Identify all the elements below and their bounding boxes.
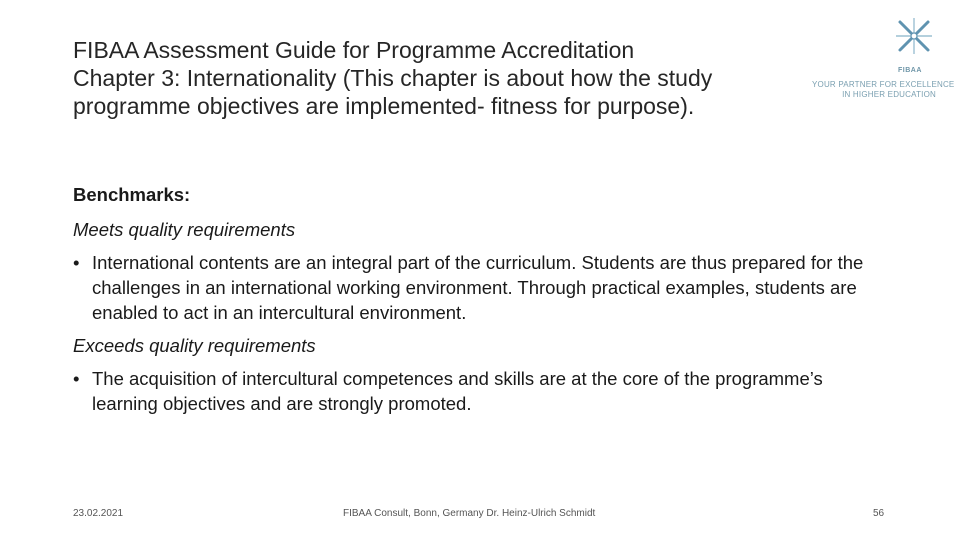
- logo-wordmark: FIBAA: [898, 67, 922, 74]
- meets-quality-subheading: Meets quality requirements: [73, 219, 296, 240]
- title-line-3: programme objectives are implemented- fitness for purpose).: [73, 93, 695, 119]
- logo-tagline-line-2: IN HIGHER EDUCATION: [842, 90, 936, 99]
- slide-body: [73, 182, 883, 424]
- exceeds-quality-subheading: Exceeds quality requirements: [73, 335, 316, 356]
- footer-date: 23.02.2021: [73, 508, 124, 519]
- benchmarks-heading: Benchmarks:: [73, 184, 191, 205]
- page-number: 56: [873, 508, 885, 519]
- bullet-item: [73, 366, 883, 416]
- logo-tagline: [812, 80, 955, 100]
- title-line-1: FIBAA Assessment Guide for Programme Accreditation: [73, 37, 635, 63]
- bullet-item: [73, 250, 883, 325]
- logo-tagline-line-1: YOUR PARTNER FOR EXCELLENCE: [812, 80, 955, 89]
- fibaa-star-icon: [812, 14, 936, 74]
- fibaa-logo: [812, 14, 955, 106]
- bullet-text: The acquisition of intercultural competences and skills are at the core of the programme’s learning objectives and are strongly promoted.: [92, 368, 823, 414]
- bullet-text: International contents are an integral part of the curriculum. Students are thus prepared for the challenges in an international working environment. Through practical examples, students are enabled to act in an intercultural environment.: [92, 252, 864, 323]
- bullet-icon: •: [73, 252, 80, 273]
- title-line-2: Chapter 3: Internationality (This chapter is about how the study: [73, 65, 713, 91]
- bullet-icon: •: [73, 368, 80, 389]
- footer-author: FIBAA Consult, Bonn, Germany Dr. Heinz-Ulrich Schmidt: [343, 508, 596, 519]
- slide-title: [73, 36, 803, 120]
